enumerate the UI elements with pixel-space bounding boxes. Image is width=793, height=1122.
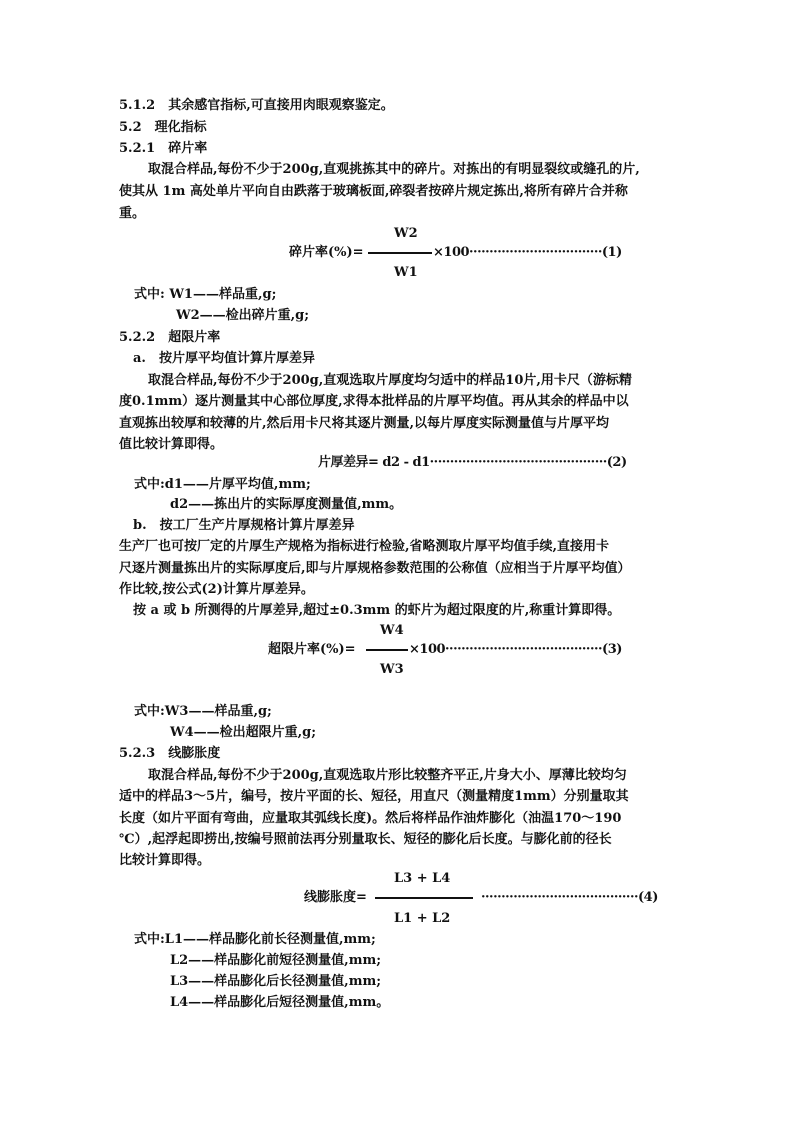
subsection-b-heading: b. 按工厂生产片厚规格计算片厚差异 bbox=[133, 518, 355, 533]
paragraph-line: 重。 bbox=[119, 206, 146, 221]
formula-1-denominator: W1 bbox=[394, 265, 418, 280]
paragraph-line: 按 a 或 b 所测得的片厚差异,超过±0.3mm 的虾片为超过限度的片,称重计算即得。 bbox=[133, 603, 621, 618]
formula-4-numerator: L3 + L4 bbox=[394, 871, 451, 886]
variable-definition: L2——样品膨化前短径测量值,mm; bbox=[170, 953, 382, 968]
variable-definition: W4——检出超限片重,g; bbox=[170, 725, 317, 740]
formula-1-lhs: 碎片率(%)= bbox=[289, 245, 364, 260]
paragraph-line: 直观拣出较厚和较薄的片,然后用卡尺将其逐片测量,以每片厚度实际测量值与片厚平均 bbox=[119, 416, 610, 431]
formula-1-numerator: W2 bbox=[394, 226, 418, 241]
paragraph-line: 适中的样品3～5片，编号，按片平面的长、短径，用直尺（测量精度1mm）分别量取其 bbox=[119, 789, 629, 804]
variable-definition: W2——检出碎片重,g; bbox=[176, 308, 310, 323]
formula-4-lhs: 线膨胀度= bbox=[304, 890, 367, 905]
formula-1-fraction-bar bbox=[368, 252, 432, 254]
paragraph-line: 生产厂也可按厂定的片厚生产规格为指标进行检验,省略测取片厚平均值手续,直接用卡 bbox=[119, 539, 610, 554]
formula-3-denominator: W3 bbox=[380, 662, 404, 677]
variable-definition: 式中: W1——样品重,g; bbox=[134, 287, 277, 302]
formula-3-numerator: W4 bbox=[380, 623, 404, 638]
variable-definition: L4——样品膨化后短径测量值,mm。 bbox=[170, 995, 390, 1010]
formula-1-rhs: ×100·································(1) bbox=[433, 245, 622, 260]
paragraph-line: 取混合样品,每份不少于200g,直观选取片厚度均匀适中的样品10片,用卡尺（游标精 bbox=[148, 373, 632, 388]
variable-definition: 式中:W3——样品重,g; bbox=[134, 704, 272, 719]
paragraph-line: ℃）,起浮起即捞出,按编号照前法再分别量取长、短径的膨化后长度。与膨化前的径长 bbox=[119, 832, 612, 847]
paragraph-line: 比较计算即得。 bbox=[119, 853, 211, 868]
paragraph-line: 取混合样品,每份不少于200g,直观选取片形比较整齐平正,片身大小、厚薄比较均匀 bbox=[148, 768, 627, 783]
paragraph-line: 作比较,按公式(2)计算片厚差异。 bbox=[119, 582, 314, 597]
section-5-2-heading: 5.2 理化指标 bbox=[119, 120, 207, 135]
formula-2: 片厚差异= d2 - d1············································(2) bbox=[318, 455, 627, 470]
formula-4-fraction-bar bbox=[375, 897, 473, 899]
paragraph-line: 度0.1mm）逐片测量其中心部位厚度,求得本批样品的片厚平均值。再从其余的样品中以 bbox=[119, 394, 629, 409]
paragraph-line: 使其从 1m 高处单片平向自由跌落于玻璃板面,碎裂者按碎片规定拣出,将所有碎片合并称 bbox=[119, 184, 628, 199]
paragraph-line: 值比较计算即得。 bbox=[119, 437, 224, 452]
variable-definition: 式中:d1——片厚平均值,mm; bbox=[134, 477, 311, 492]
section-5-2-3-heading: 5.2.3 线膨胀度 bbox=[119, 746, 221, 761]
section-5-2-2-heading: 5.2.2 超限片率 bbox=[119, 330, 221, 345]
paragraph-line: 长度（如片平面有弯曲，应量取其弧线长度)。然后将样品作油炸膨化（油温170～190 bbox=[119, 811, 622, 826]
section-5-2-1-heading: 5.2.1 碎片率 bbox=[119, 141, 208, 156]
formula-4-denominator: L1 + L2 bbox=[394, 911, 451, 926]
formula-3-lhs: 超限片率(%)= bbox=[268, 642, 356, 657]
subsection-a-heading: a. 按片厚平均值计算片厚差异 bbox=[133, 351, 315, 366]
variable-definition: d2——拣出片的实际厚度测量值,mm。 bbox=[170, 497, 403, 512]
paragraph-line: 尺逐片测量拣出片的实际厚度后,即与片厚规格参数范围的公称值（应相当于片厚平均值） bbox=[119, 561, 631, 576]
formula-3-fraction-bar bbox=[366, 649, 408, 651]
section-5-1-2: 5.1.2 其余感官指标,可直接用肉眼观察鉴定。 bbox=[119, 98, 394, 113]
formula-3-rhs: ×100·······································(3) bbox=[409, 642, 622, 657]
variable-definition: L3——样品膨化后长径测量值,mm; bbox=[170, 974, 382, 989]
paragraph-line: 取混合样品,每份不少于200g,直观挑拣其中的碎片。对拣出的有明显裂纹或缝孔的片, bbox=[148, 162, 640, 177]
variable-definition: 式中:L1——样品膨化前长径测量值,mm; bbox=[134, 932, 376, 947]
formula-4-rhs: ·······································(4) bbox=[481, 890, 658, 905]
